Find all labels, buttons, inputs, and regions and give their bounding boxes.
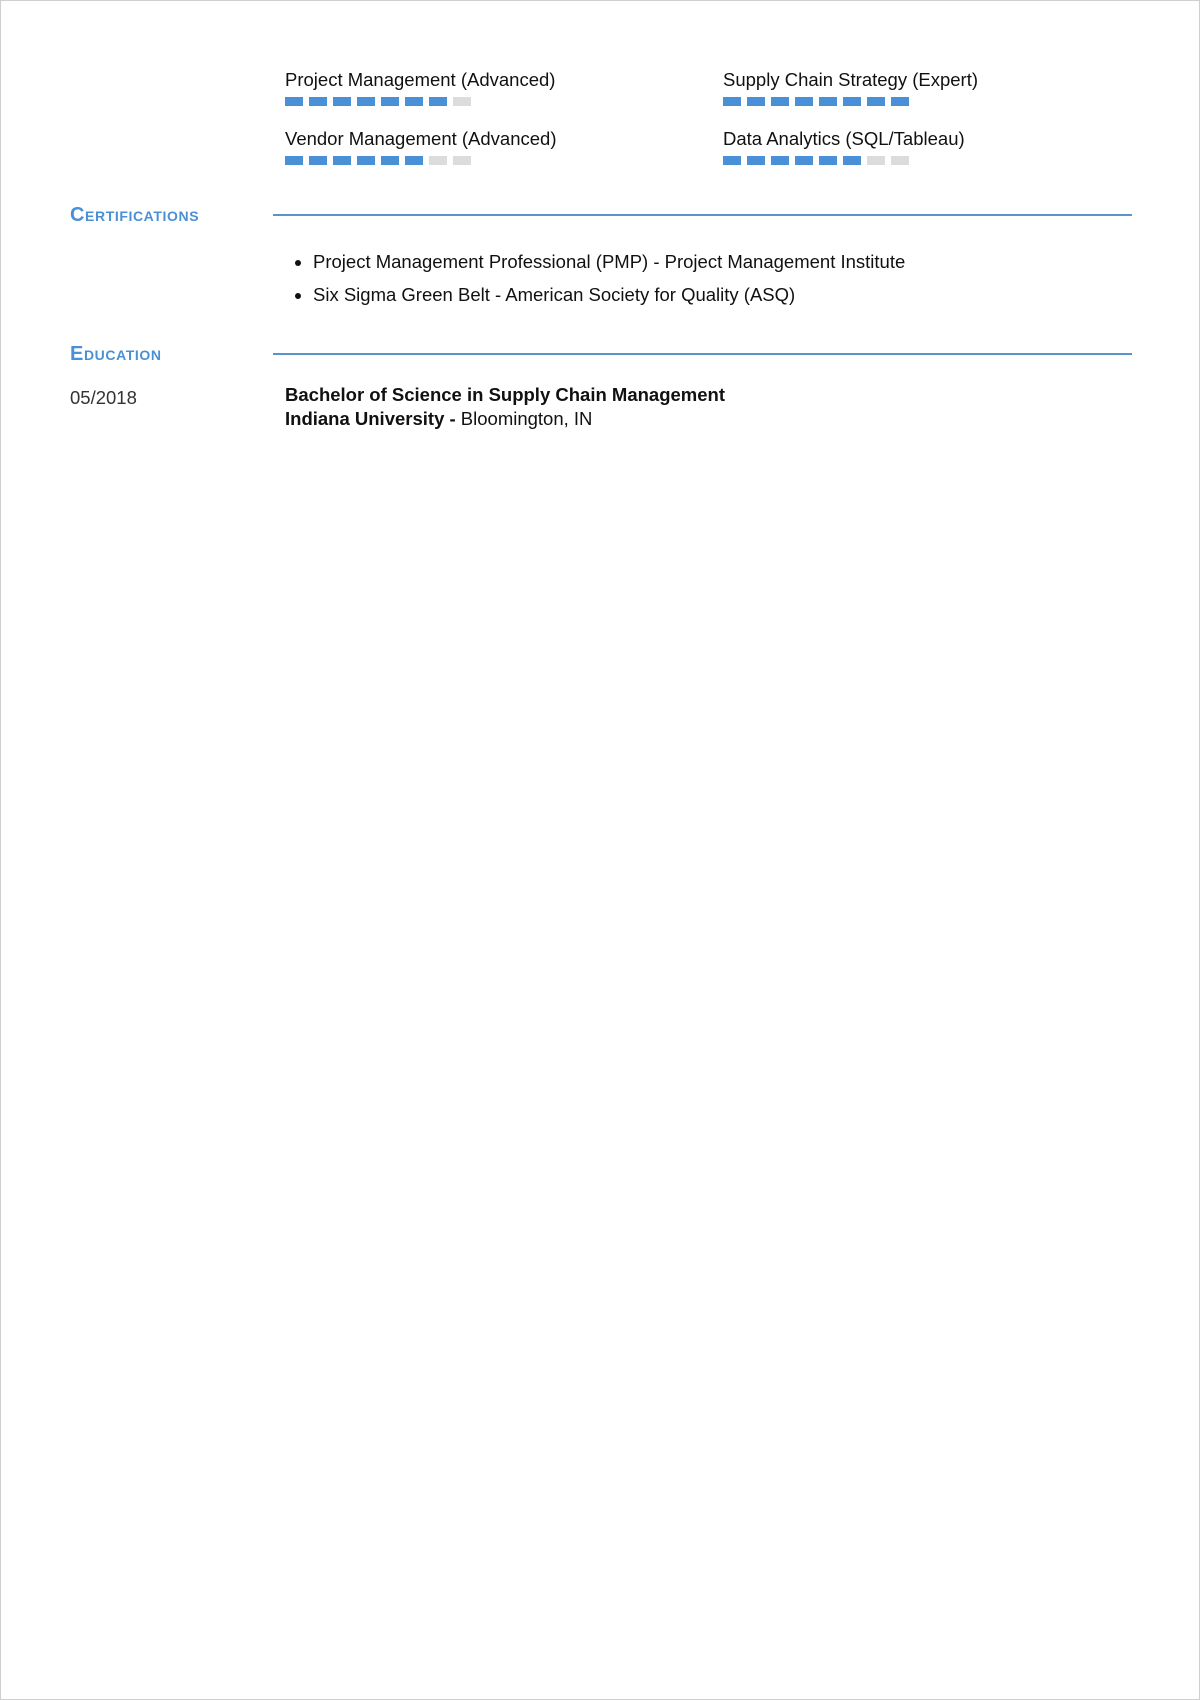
skill-level-segment-filled	[429, 97, 447, 106]
certifications-title: Certifications	[70, 204, 200, 226]
skill-level-segment-filled	[357, 156, 375, 165]
skill-level-segment-filled	[723, 97, 741, 106]
school-name: Indiana University -	[285, 408, 461, 429]
skill-level-segment-filled	[795, 97, 813, 106]
education-header	[70, 342, 1132, 368]
section-divider	[273, 214, 1132, 216]
skill-name: Vendor Management (Advanced)	[285, 128, 557, 149]
skill-level-segment-filled	[309, 156, 327, 165]
education-date: 05/2018	[70, 387, 137, 408]
degree-title: Bachelor of Science in Supply Chain Management	[285, 384, 725, 405]
skill-level-segment-filled	[771, 97, 789, 106]
certifications-list	[285, 245, 905, 311]
skill-name: Data Analytics (SQL/Tableau)	[723, 128, 965, 149]
certification-item: • Project Management Professional (PMP) - Project Management Institute	[313, 245, 905, 278]
skill-level-bar	[723, 156, 1045, 165]
skill-item	[723, 128, 1045, 165]
education-entry	[285, 383, 725, 431]
skill-level-segment-filled	[843, 97, 861, 106]
skill-level-segment-filled	[285, 156, 303, 165]
skill-level-segment-filled	[771, 156, 789, 165]
skill-level-bar	[285, 97, 723, 106]
skill-level-segment-filled	[819, 97, 837, 106]
skill-level-segment-empty	[453, 156, 471, 165]
skill-level-segment-filled	[867, 97, 885, 106]
skill-level-segment-empty	[453, 97, 471, 106]
skill-level-segment-filled	[381, 97, 399, 106]
skill-level-segment-filled	[405, 97, 423, 106]
skill-level-bar	[285, 156, 723, 165]
skill-level-segment-filled	[819, 156, 837, 165]
skill-name: Supply Chain Strategy (Expert)	[723, 69, 979, 90]
skill-level-segment-filled	[381, 156, 399, 165]
skill-level-segment-filled	[405, 156, 423, 165]
school-location: Bloomington, IN	[460, 408, 593, 429]
skill-level-segment-filled	[843, 156, 861, 165]
section-divider	[273, 353, 1132, 355]
skill-level-segment-filled	[747, 156, 765, 165]
education-title: Education	[70, 343, 162, 365]
skills-grid	[285, 69, 1045, 165]
skill-level-segment-empty	[891, 156, 909, 165]
skill-level-segment-filled	[891, 97, 909, 106]
skill-level-segment-empty	[867, 156, 885, 165]
certification-item: • Six Sigma Green Belt - American Society for Quality (ASQ)	[313, 278, 905, 311]
skill-item	[285, 69, 723, 106]
certifications-header	[70, 203, 1132, 229]
school-line	[285, 407, 725, 431]
skill-item	[285, 128, 723, 165]
skill-level-segment-empty	[429, 156, 447, 165]
skill-level-segment-filled	[795, 156, 813, 165]
skill-level-segment-filled	[747, 97, 765, 106]
skill-level-segment-filled	[333, 156, 351, 165]
skill-name: Project Management (Advanced)	[285, 69, 556, 90]
skill-level-segment-filled	[309, 97, 327, 106]
skill-level-bar	[723, 97, 1045, 106]
skill-level-segment-filled	[723, 156, 741, 165]
skill-item	[723, 69, 1045, 106]
skill-level-segment-filled	[333, 97, 351, 106]
skill-level-segment-filled	[285, 97, 303, 106]
skill-level-segment-filled	[357, 97, 375, 106]
